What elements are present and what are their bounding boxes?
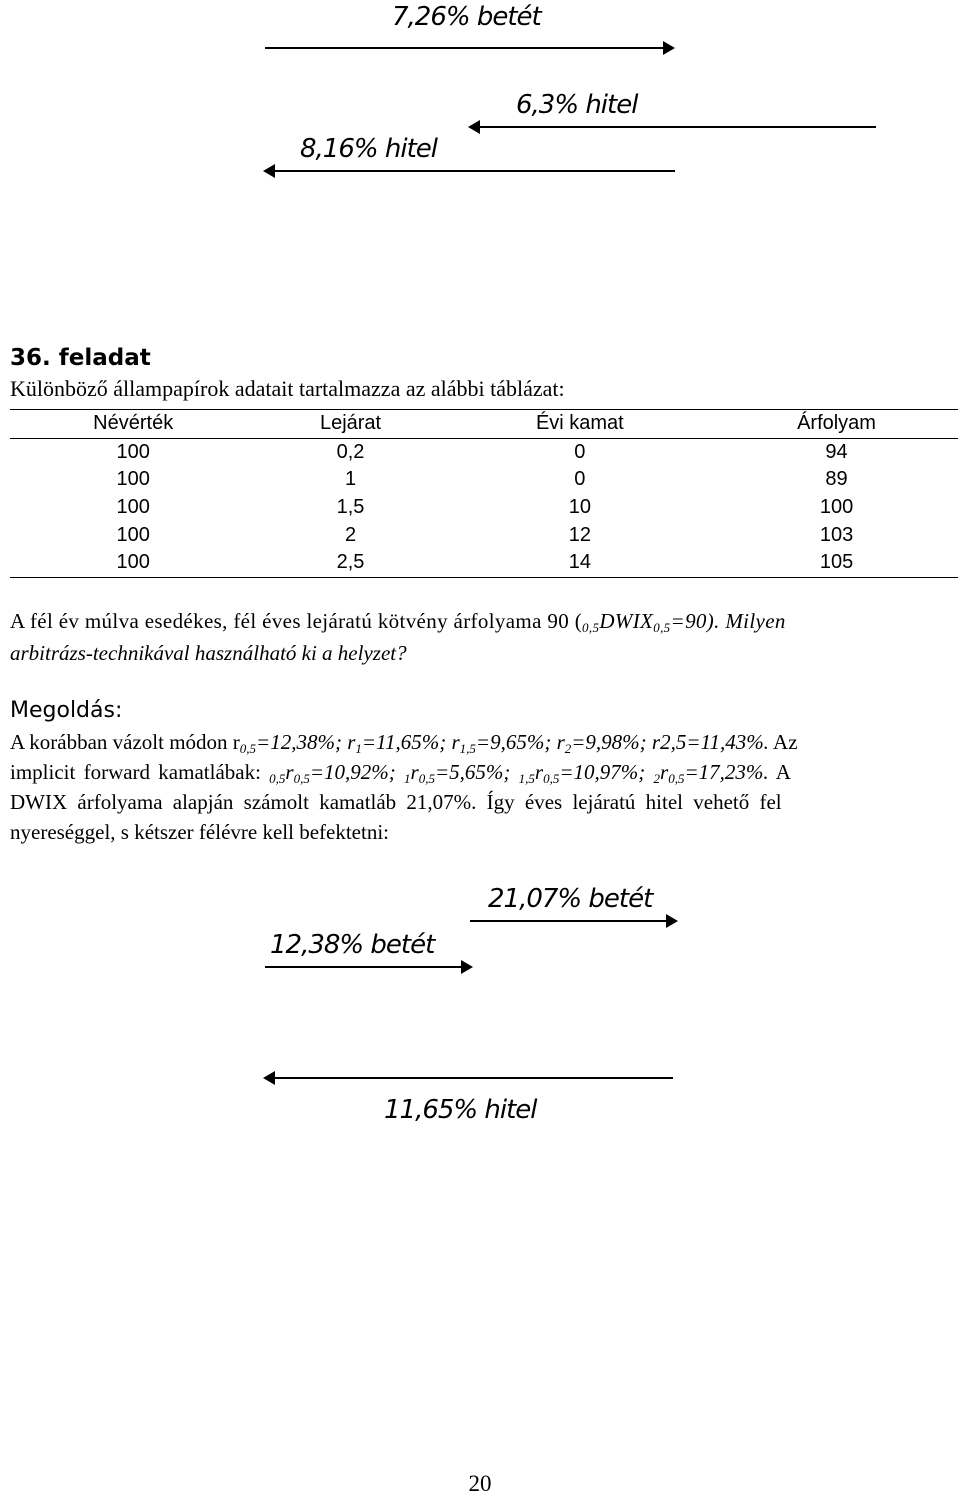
sol-sub: 1 [404,771,411,786]
sol-text: =10,92%; [309,760,405,784]
table-cell: 2 [344,523,357,546]
sol-sub: 0,5 [668,771,685,786]
table-row [10,466,958,494]
sol-text: =9,98%; r2,5=11,43%. [571,730,769,754]
top-loan-arrow-2 [265,170,675,172]
sol-text: Az [768,730,798,754]
task-intro: Különböző állampapírok adatait tartalmazza az alábbi táblázat: [10,376,565,401]
question-text-a: A fél év múlva esedékes, fél éves lejáratú kötvény árfolyama 90 ( [10,609,583,633]
table-row [10,521,958,549]
sol-sub: 1,5 [518,771,535,786]
sol-sub: 1,5 [459,741,476,756]
task-question-line2: arbitrázs-technikával használható ki a helyzet? [10,641,407,665]
table-cell: 100 [819,496,854,519]
col-header: Árfolyam [797,412,876,435]
table-cell: 103 [819,523,854,546]
sol-sub: 0,5 [293,771,310,786]
table-cell: 0 [574,440,586,463]
table-cell: 1 [344,468,357,491]
bottom-loan-label: 11,65% hitel [384,1095,537,1125]
solution-line-3: DWIX árfolyama alapján számolt kamatláb 21,07%. Így éves lejáratú hitel vehető fel [10,790,782,814]
table-header-row [10,410,958,439]
solution-line-1 [10,727,955,757]
sol-text: =5,65%; [434,760,519,784]
top-loan-arrow-1 [470,126,876,128]
sol-text: r [534,760,544,784]
col-header: Lejárat [319,412,382,435]
table-cell: 100 [116,551,150,574]
table-cell: 100 [116,496,150,519]
table-cell: 94 [825,440,848,463]
sol-sub: 2 [653,771,660,786]
top-loan-label-2: 8,16% hitel [300,134,437,164]
top-deposit-arrow [265,47,673,49]
table-cell: 12 [568,523,591,546]
bond-table [10,409,958,578]
task-title: 36. feladat [10,345,151,371]
bottom-loan-arrow [265,1077,673,1079]
table-cell: 10 [568,496,591,519]
table-cell: 0,2 [336,440,365,463]
sol-sub: 1 [355,741,362,756]
sol-text: =12,38%; r [256,730,356,754]
table-cell: 2,5 [336,551,365,574]
solution-line-2 [10,757,955,787]
table-cell: 100 [116,523,150,546]
sol-sub: 0,5 [418,771,435,786]
table-cell: 100 [116,468,150,491]
question-text-b: Milyen [719,609,786,633]
sol-text: A korábban vázolt módon r [10,730,240,754]
solution-line-4: nyereséggel, s kétszer félévre kell befektetni: [10,820,389,844]
col-header: Évi kamat [535,412,624,435]
sol-sub: 2 [564,741,572,756]
table-row [10,549,958,577]
sol-text: =17,23%. [684,760,769,784]
bottom-deposit-arrow-1 [470,920,676,922]
solution-heading: Megoldás: [10,698,123,723]
table-cell: 14 [568,551,591,574]
table-row [10,438,958,466]
bottom-deposit-label-2: 12,38% betét [270,930,435,960]
top-loan-label-1: 6,3% hitel [516,90,638,120]
table-cell: 105 [819,551,854,574]
sol-text: implicit forward kamatlábak: [10,760,270,784]
top-deposit-label: 7,26% betét [392,2,541,32]
sol-text: r [410,760,419,784]
table-cell: 100 [116,440,150,463]
col-header: Névérték [93,412,174,435]
bottom-deposit-arrow-2 [265,966,471,968]
bottom-deposit-label-1: 21,07% betét [488,884,653,914]
sol-text: r [285,760,294,784]
page-number: 20 [468,1471,492,1496]
question-sub-2: 0,5 [653,620,671,635]
question-sub-1: 0,5 [582,620,600,635]
table-cell: 1,5 [336,496,365,519]
sol-sub: 0,5 [269,771,286,786]
question-eq: =90). [670,609,720,633]
sol-sub: 0,5 [239,741,257,756]
table-cell: 0 [574,468,586,491]
sol-sub: 0,5 [543,771,560,786]
sol-text: =10,97%; [559,760,654,784]
sol-text: r [660,760,669,784]
table-cell: 89 [825,468,848,491]
question-dwix: DWIX [599,609,654,633]
sol-text: A [768,760,791,784]
table-row [10,494,958,522]
sol-text: =11,65%; r [361,730,460,754]
sol-text: =9,65%; r [475,730,565,754]
task-question [10,606,950,636]
